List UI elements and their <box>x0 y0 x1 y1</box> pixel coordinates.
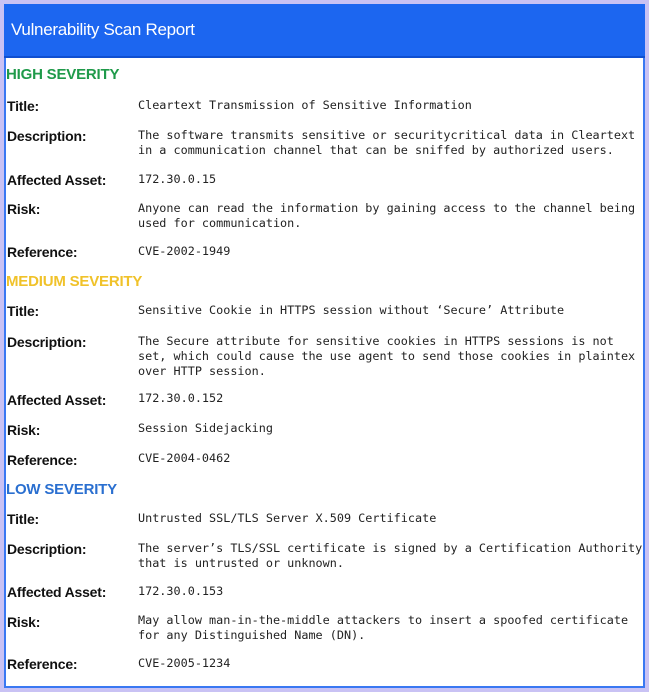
description-line: in a communication channel that can be sniffed by authorized users. <box>138 143 614 157</box>
finding-risk <box>138 613 634 643</box>
finding-description <box>138 334 634 379</box>
risk-line: Anyone can read the information by gaining access to the channel being <box>138 201 636 215</box>
description-line: The server’s TLS/SSL certificate is signed by a Certification Authority <box>138 541 643 555</box>
label-title: Title: <box>7 303 39 319</box>
description-line: that is untrusted or unknown. <box>138 556 344 570</box>
finding-risk <box>138 201 634 231</box>
label-reference: Reference: <box>7 656 78 672</box>
finding-reference: CVE-2005-1234 <box>138 656 231 670</box>
label-risk: Risk: <box>7 614 41 630</box>
label-description: Description: <box>7 541 87 557</box>
finding-reference: CVE-2002-1949 <box>138 244 231 258</box>
label-affected-asset: Affected Asset: <box>7 392 107 408</box>
label-reference: Reference: <box>7 452 78 468</box>
risk-line: for any Distinguished Name (DN). <box>138 628 366 642</box>
label-description: Description: <box>7 128 87 144</box>
label-description: Description: <box>7 334 87 350</box>
finding-description <box>138 541 643 571</box>
finding-title: Cleartext Transmission of Sensitive Information <box>138 98 472 112</box>
description-line: The Secure attribute for sensitive cookies in HTTPS sessions is not <box>138 334 614 348</box>
finding-asset: 172.30.0.15 <box>138 172 217 186</box>
finding-description <box>138 128 634 158</box>
severity-heading-high: HIGH SEVERITY <box>6 66 120 83</box>
finding-title: Untrusted SSL/TLS Server X.509 Certificate <box>138 511 437 525</box>
label-title: Title: <box>7 98 39 114</box>
finding-asset: 172.30.0.152 <box>138 391 224 405</box>
label-risk: Risk: <box>7 201 41 217</box>
severity-heading-low: LOW SEVERITY <box>6 481 117 498</box>
description-line: over HTTP session. <box>138 364 266 378</box>
label-title: Title: <box>7 511 39 527</box>
description-line: The software transmits sensitive or securitycritical data in Cleartext <box>138 128 636 142</box>
finding-asset: 172.30.0.153 <box>138 584 224 598</box>
risk-line: May allow man-in-the-middle attackers to insert a spoofed certificate <box>138 613 629 627</box>
description-line: set, which could cause the use agent to send those cookies in plaintex <box>138 349 636 363</box>
risk-line: Session Sidejacking <box>138 421 273 435</box>
label-affected-asset: Affected Asset: <box>7 172 107 188</box>
finding-reference: CVE-2004-0462 <box>138 451 231 465</box>
finding-title: Sensitive Cookie in HTTPS session without ‘Secure’ Attribute <box>138 303 565 317</box>
finding-risk <box>138 421 634 436</box>
risk-line: used for communication. <box>138 216 302 230</box>
label-risk: Risk: <box>7 422 41 438</box>
report-header <box>4 4 645 58</box>
label-affected-asset: Affected Asset: <box>7 584 107 600</box>
label-reference: Reference: <box>7 244 78 260</box>
severity-heading-medium: MEDIUM SEVERITY <box>6 273 143 290</box>
report-title: Vulnerability Scan Report <box>11 20 195 39</box>
